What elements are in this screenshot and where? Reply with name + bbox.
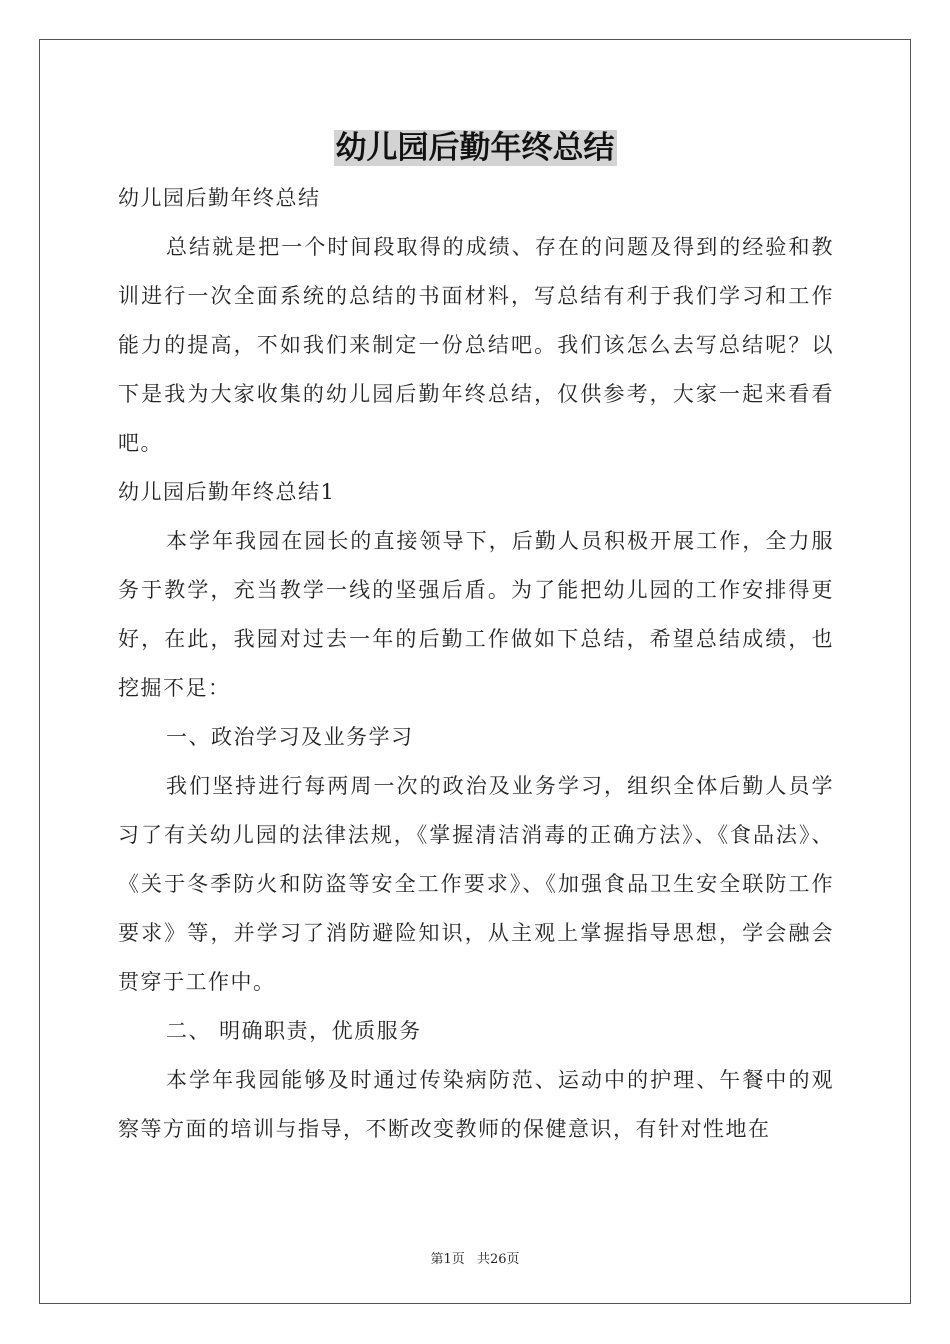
- section1-heading: 幼儿园后勤年终总结1: [118, 480, 336, 504]
- page-number: 第1页: [430, 1252, 465, 1267]
- paragraph-one: 我们坚持进行每两周一次的政治及业务学习，组织全体后勤人员学习了有关幼儿园的法律法规，《掌握清洁消毒的正确方法》、《食品法》、《关于冬季防火和防盗等安全工作要求》、《加强食品卫生安全联防工作要求》等，并学习了消防避险知识，从主观上掌握指导思想，学会融会贯穿于工作中。: [118, 774, 834, 994]
- page-footer: [0, 1248, 950, 1267]
- heading-two: 二、 明确职责，优质服务: [166, 1019, 422, 1043]
- page-total: 共26页: [476, 1252, 520, 1267]
- document-title: [0, 122, 950, 167]
- document-body: [118, 174, 834, 1154]
- document-subtitle: 幼儿园后勤年终总结: [118, 186, 321, 210]
- section1-paragraph: 本学年我园在园长的直接领导下，后勤人员积极开展工作，全力服务于教学，充当教学一线的坚强后盾。为了能把幼儿园的工作安排得更好，在此，我园对过去一年的后勤工作做如下总结，希望总结成绩，也挖掘不足：: [118, 529, 834, 700]
- document-title-text: 幼儿园后勤年终总结: [335, 130, 615, 166]
- paragraph-two: 本学年我园能够及时通过传染病防范、运动中的护理、午餐中的观察等方面的培训与指导，不断改变教师的保健意识，有针对性地在: [118, 1068, 834, 1141]
- intro-paragraph: 总结就是把一个时间段取得的成绩、存在的问题及得到的经验和教训进行一次全面系统的总结的书面材料，写总结有利于我们学习和工作能力的提高，不如我们来制定一份总结吧。我们该怎么去写总结呢？以下是我为大家收集的幼儿园后勤年终总结，仅供参考，大家一起来看看吧。: [118, 235, 834, 455]
- heading-one: 一、政治学习及业务学习: [166, 725, 414, 749]
